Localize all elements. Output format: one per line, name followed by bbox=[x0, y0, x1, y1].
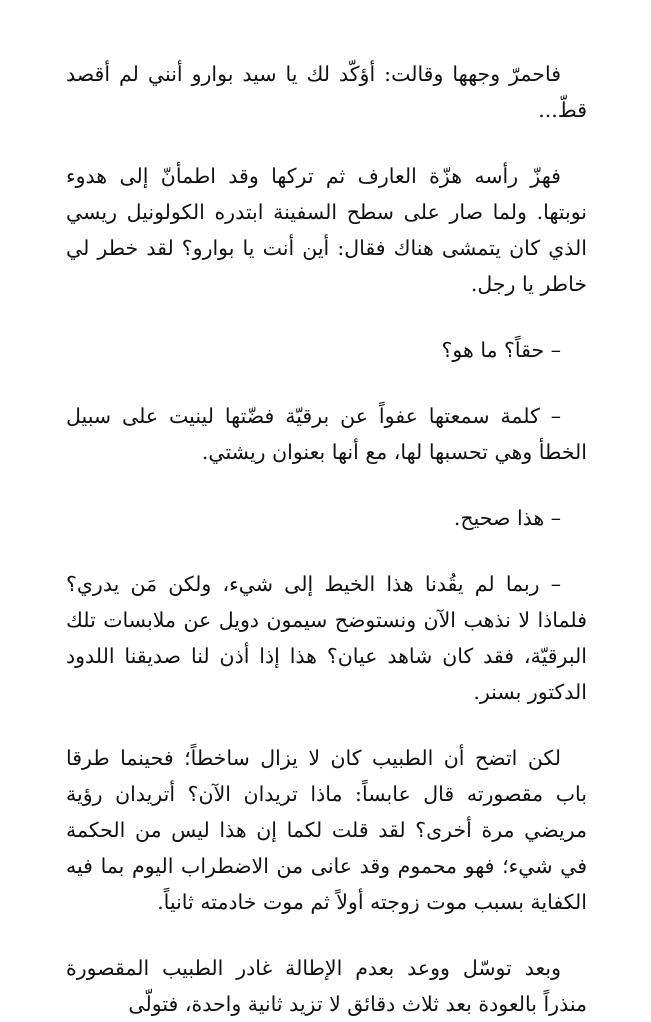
dialogue-line: – كلمة سمعتها عفواً عن برقيّة فضّتها لينيت على سبيل الخطأ وهي تحسبها لها، مع أنها بعنوان ريشتي. bbox=[66, 404, 587, 464]
paragraph: فاحمرّ وجهها وقالت: أؤكّد لك يا سيد بوارو أنني لم أقصد قطّ... bbox=[66, 62, 587, 122]
paragraph: وبعد توسّل ووعد بعدم الإطالة غادر الطبيب المقصورة منذراً بالعودة بعد ثلاث دقائق لا تزيد ثانية واحدة، فتولّى bbox=[66, 956, 587, 1016]
dialogue-line: – حقاً؟ ما هو؟ bbox=[441, 338, 561, 362]
dialogue-line: – هذا صحيح. bbox=[453, 506, 561, 530]
dialogue-line: – ربما لم يقُدنا هذا الخيط إلى شيء، ولكن مَن يدري؟ فلماذا لا نذهب الآن ونستوضح سيمون دويل عن ملابسات تلك البرقيّة، فقد كان شاهد عيان؟ هذا إذا أذن لنا صديقنا اللدود الدكتور بسنر. bbox=[66, 572, 587, 704]
paragraph: فهزّ رأسه هزّة العارف ثم تركها وقد اطمأنّ إلى هدوء نوبتها. ولما صار على سطح السفينة ابتدره الكولونيل ريسي الذي كان يتمشى هناك فقال: أين أنت يا بوارو؟ لقد خطر لي خاطر يا رجل. bbox=[66, 164, 587, 296]
paragraph: لكن اتضح أن الطبيب كان لا يزال ساخطاً؛ فحينما طرقا باب مقصورته قال عابساً: ماذا تريدان الآن؟ أتريدان رؤية مريضي مرة أخرى؟ لقد قلت لكما إن هذا ليس من الحكمة في شيء؛ فهو محموم وقد عانى من الاضطراب اليوم بما فيه الكفاية بسبب موت زوجته أولاً ثم موت خادمته ثانياً. bbox=[66, 746, 587, 914]
